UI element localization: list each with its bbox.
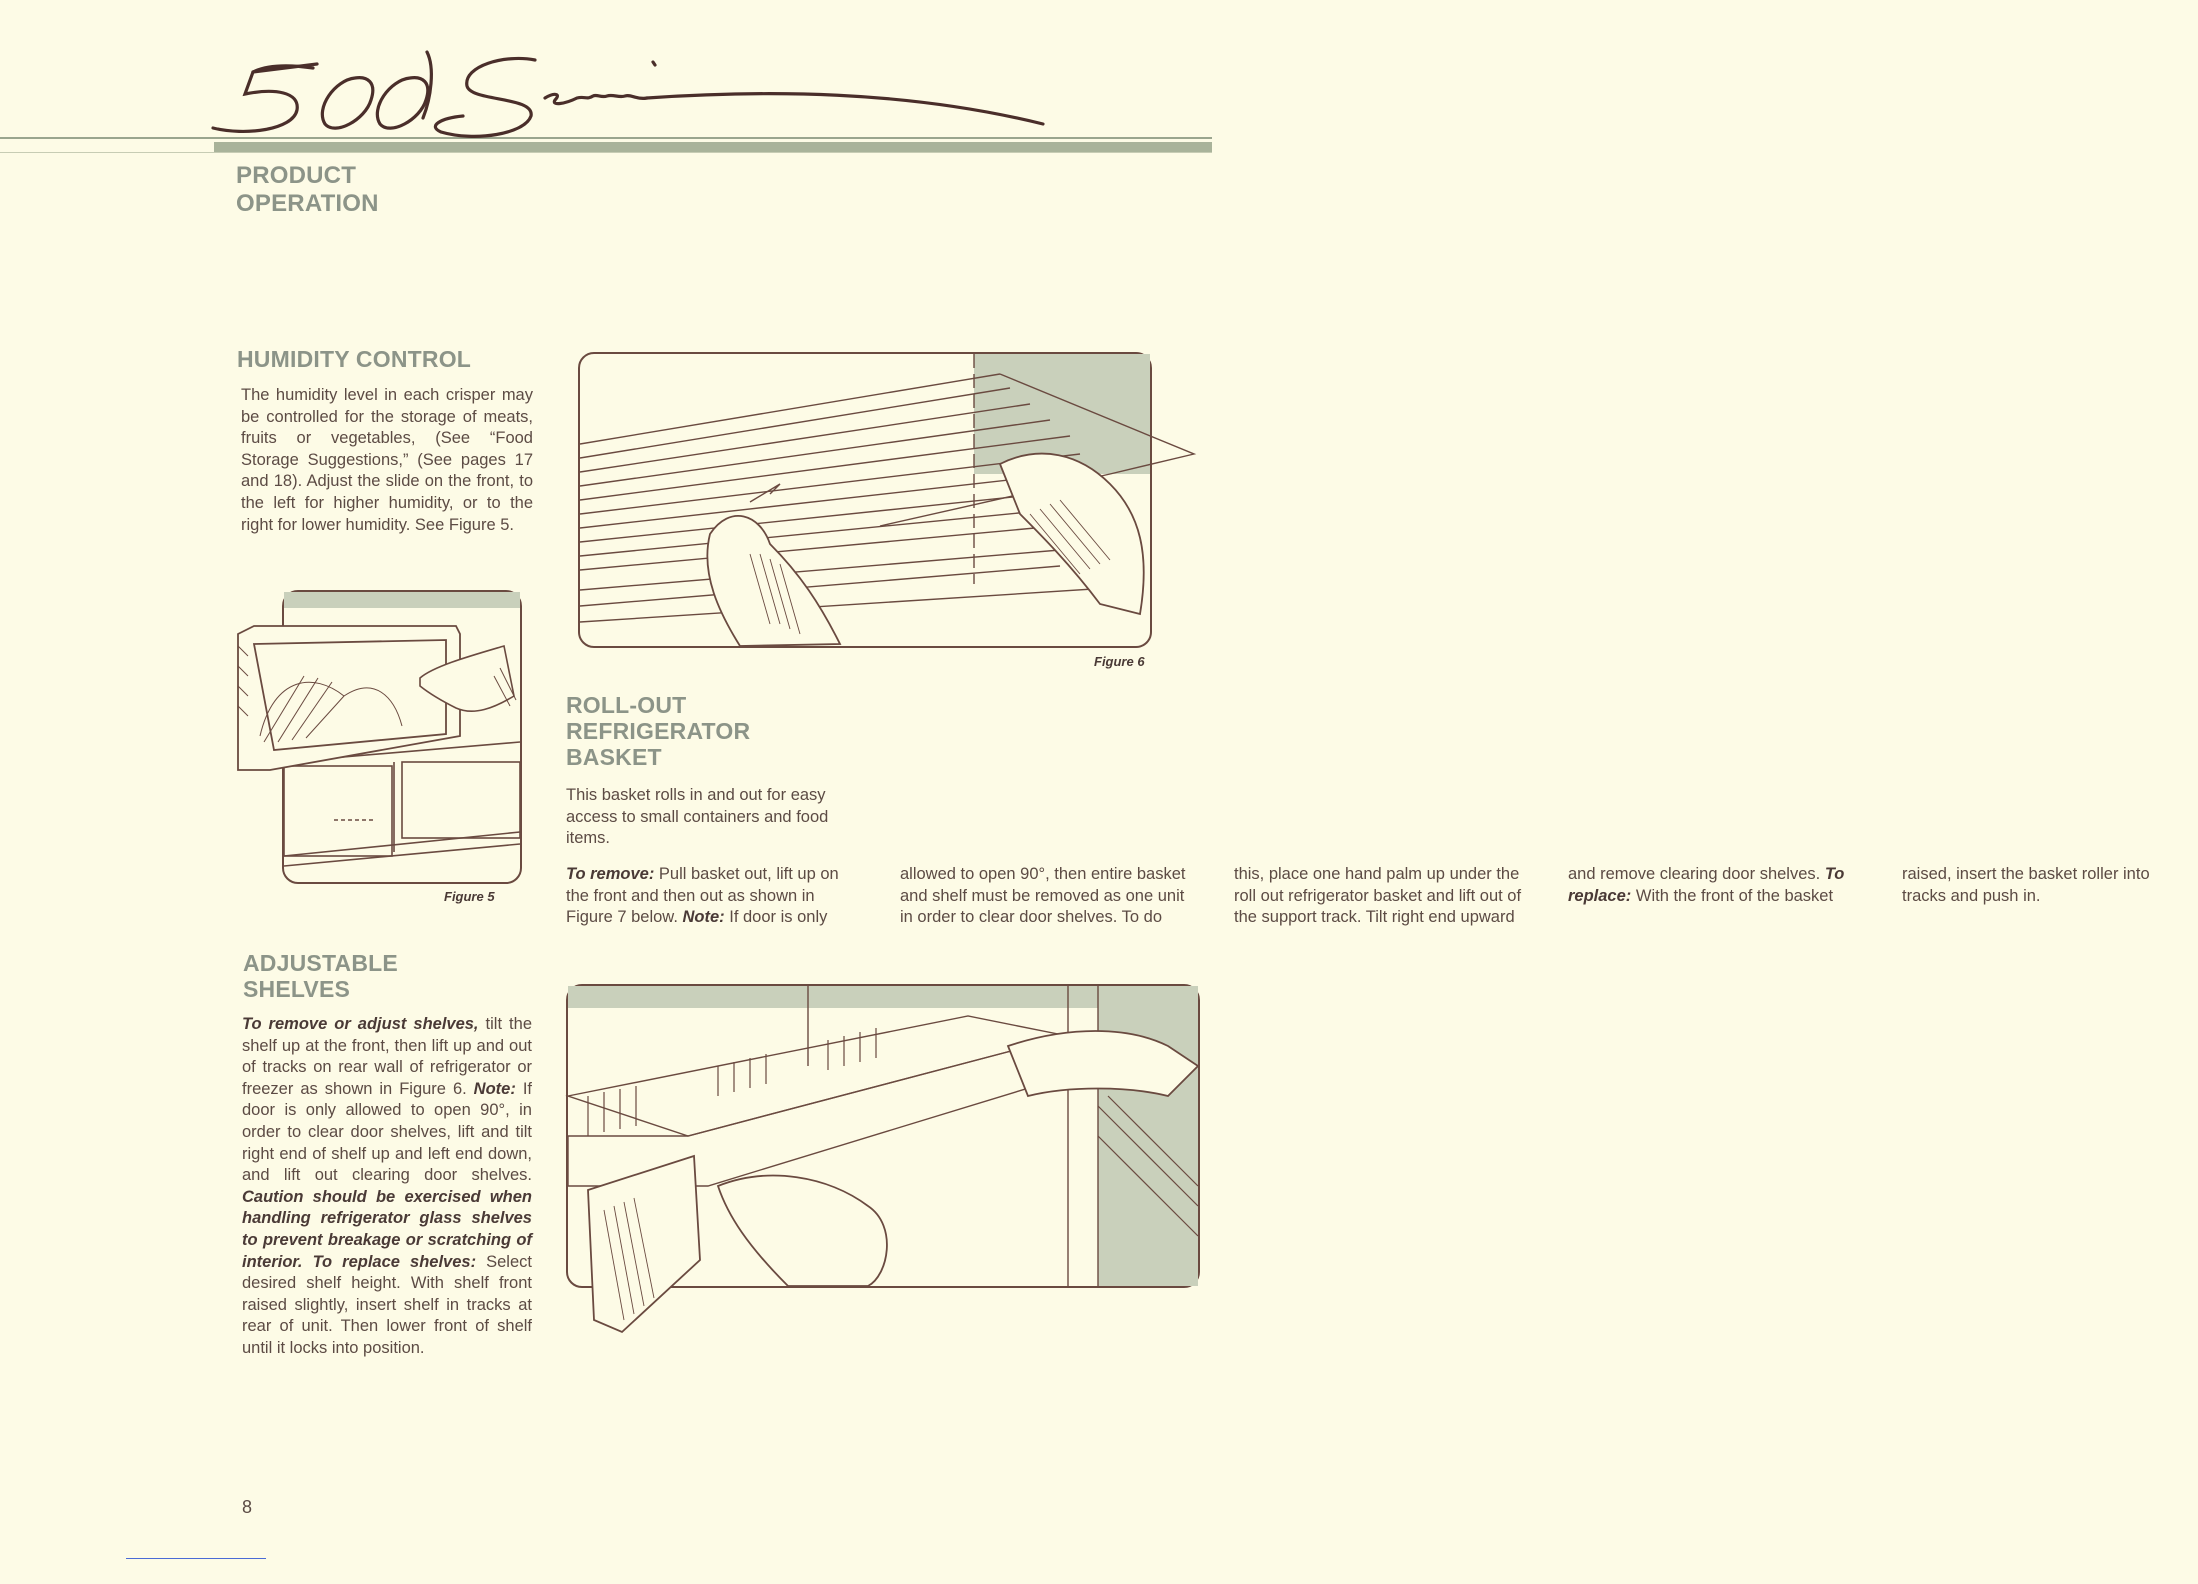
- rollout-intro: This basket rolls in and out for easy access to small containers and food items.: [566, 786, 829, 848]
- rollout-remove-lead: To remove:: [566, 865, 655, 883]
- rollout-body: [566, 864, 2198, 944]
- shelves-caution: Caution should be exercised when handling refrigerator glass shelves to prevent breakage or scratching of interior. To replace shelves:: [242, 1187, 532, 1271]
- rollout-heading: ROLL-OUT REFRIGERATOR BASKET: [566, 692, 751, 770]
- shelf-drawing: [580, 354, 1150, 646]
- rollout-note-lead: Note:: [682, 908, 725, 927]
- page-title-text: PRODUCT OPERATION: [236, 162, 379, 217]
- shelves-heading: ADJUSTABLE SHELVES: [243, 950, 398, 1002]
- shelves-note-text: If door is only allowed to open 90°, in order to clear door shelves, lift and tilt right end of shelf up and left end down, and lift out clearing door shelves.: [242, 1079, 532, 1185]
- series-logo: [205, 38, 1065, 150]
- rollout-replace-text: With the front of the basket raised, insert the basket roller into tracks and push in.: [1631, 865, 2150, 905]
- crisper-drawer: [234, 616, 534, 796]
- shelves-body: [242, 1014, 532, 1360]
- rollout-remove-text: Pull basket out, lift up on the front and then out as shown in Figure 7 below.: [566, 865, 839, 927]
- figure-6-label: Figure 6: [1094, 654, 1145, 669]
- header-rule-bottom: [0, 152, 1212, 153]
- rollout-replace-lead: To replace:: [1568, 865, 1845, 905]
- footer-rule: [126, 1558, 266, 1559]
- shelves-remove-text: tilt the shelf up at the front, then lift up and out of tracks on rear wall of refrigerator or freezer as shown in Figure 6.: [242, 1015, 532, 1098]
- figure-6-illustration: [578, 352, 1152, 648]
- page-title: [236, 162, 406, 218]
- figure-5-label: Figure 5: [444, 889, 495, 904]
- humidity-body: The humidity level in each crisper may be controlled for the storage of meats, fruits or vegetables, (See “Food Storage Suggestions,” (See pages 17 and 18). Adjust the slide on the front, to the left for higher humidity, or to the right for lower humidity. See Figure 5.: [241, 386, 533, 534]
- page-number: 8: [242, 1497, 253, 1517]
- shelves-replace-text: Select desired shelf height. With shelf front raised slightly, insert shelf in tracks at rear of unit. Then lower front of shelf until it locks into position.: [242, 1252, 532, 1357]
- basket-front-tray: [584, 1150, 704, 1340]
- rollout-note-text: If door is only allowed to open 90°, then entire basket and shelf must be removed as one unit in order to clear door shelves. To do this, place one hand palm up under the roll out refrigerator basket and lift out of the support track. Tilt right end upward and remove clearing door shelves.: [724, 865, 1825, 927]
- rollout-columns: [566, 864, 2150, 944]
- shelves-note-lead: Note:: [473, 1079, 516, 1098]
- humidity-heading: HUMIDITY CONTROL: [237, 346, 472, 372]
- shelves-remove-lead: To remove or adjust shelves,: [242, 1015, 479, 1033]
